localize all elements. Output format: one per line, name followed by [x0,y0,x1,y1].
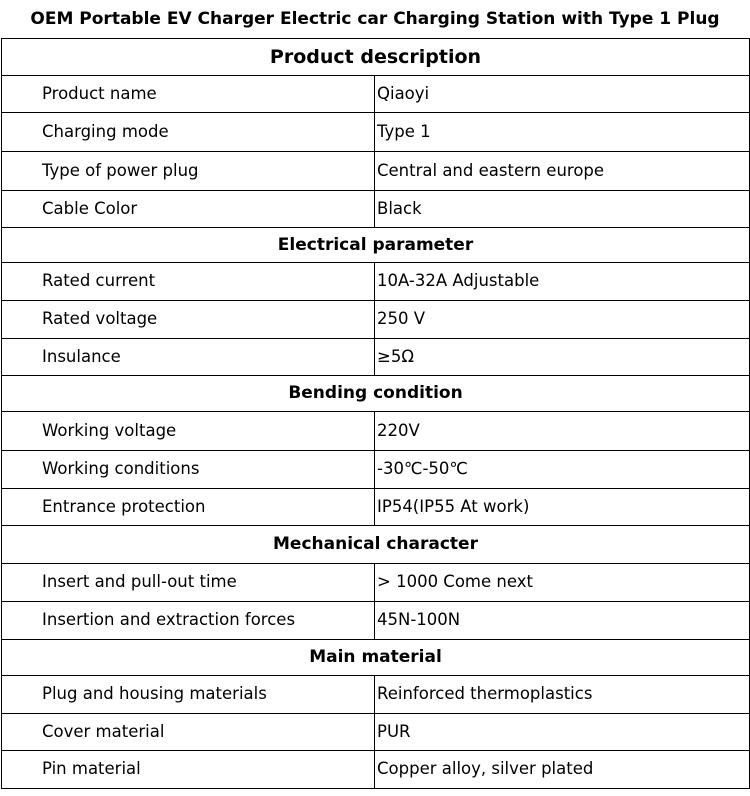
section-heading-row [2,640,750,676]
table-row [2,602,750,640]
spec-label: Rated voltage [2,301,375,339]
spec-label: Pin material [2,751,375,789]
section-heading: Electrical parameter [2,228,750,263]
spec-label: Plug and housing materials [2,676,375,714]
table-row [2,152,750,191]
table-row [2,714,750,751]
section-heading: Bending condition [2,376,750,412]
spec-value: Central and eastern europe [375,152,750,191]
spec-label: Product name [2,76,375,113]
spec-value: 10A-32A Adjustable [375,263,750,301]
spec-value: PUR [375,714,750,751]
spec-value: 220V [375,412,750,451]
spec-label: Cable Color [2,191,375,228]
spec-label: Insert and pull-out time [2,564,375,602]
spec-value: -30℃-50℃ [375,451,750,489]
table-row [2,676,750,714]
spec-label: Rated current [2,263,375,301]
spec-value: Type 1 [375,113,750,152]
spec-value: Copper alloy, silver plated [375,751,750,789]
spec-value: Black [375,191,750,228]
spec-label: Charging mode [2,113,375,152]
spec-label: Cover material [2,714,375,751]
table-row [2,412,750,451]
spec-label: Working voltage [2,412,375,451]
section-heading-row [2,526,750,564]
table-row [2,451,750,489]
spec-value: ≥5Ω [375,339,750,376]
table-row [2,76,750,113]
spec-label: Working conditions [2,451,375,489]
page-title: OEM Portable EV Charger Electric car Charging Station with Type 1 Plug [30,9,720,29]
table-row [2,191,750,228]
spec-label: Insulance [2,339,375,376]
table-row [2,301,750,339]
table-row [2,564,750,602]
section-heading: Mechanical character [2,526,750,564]
section-heading-row [2,39,750,76]
section-heading-row [2,376,750,412]
section-heading: Product description [2,39,750,76]
spec-label: Type of power plug [2,152,375,191]
table-row [2,113,750,152]
spec-value: Reinforced thermoplastics [375,676,750,714]
spec-label: Insertion and extraction forces [2,602,375,640]
spec-value: 45N-100N [375,602,750,640]
table-row [2,263,750,301]
spec-value: Qiaoyi [375,76,750,113]
spec-table [1,38,750,789]
table-row [2,751,750,789]
table-row [2,489,750,526]
table-row [2,339,750,376]
section-heading-row [2,228,750,263]
spec-value: 250 V [375,301,750,339]
section-heading: Main material [2,640,750,676]
spec-value: > 1000 Come next [375,564,750,602]
spec-label: Entrance protection [2,489,375,526]
spec-value: IP54(IP55 At work) [375,489,750,526]
